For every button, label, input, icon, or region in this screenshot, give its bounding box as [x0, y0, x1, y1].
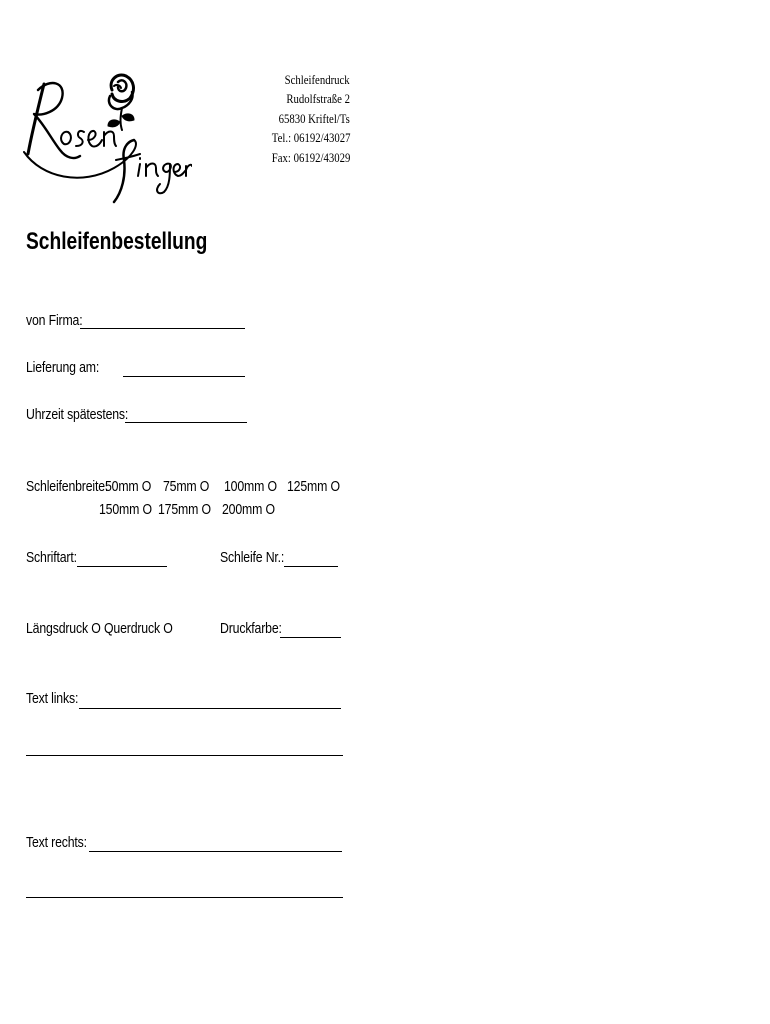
phone-line: Tel.: 06192/43027 — [271, 131, 350, 145]
text-rechts-label: Text rechts: — [26, 834, 87, 851]
schriftart-label: Schriftart: — [26, 549, 77, 566]
schriftart-field[interactable] — [77, 566, 167, 567]
rose-logo-icon — [22, 68, 192, 208]
querdruck-option[interactable]: Querdruck O — [104, 620, 173, 637]
breite-option-200[interactable]: 200mm O — [222, 501, 275, 518]
breite-option-100[interactable]: 100mm O — [224, 478, 277, 495]
logo — [22, 68, 192, 208]
text-links-field[interactable] — [79, 708, 341, 709]
laengsdruck-option[interactable]: Längsdruck O — [26, 620, 101, 637]
breite-option-75[interactable]: 75mm O — [163, 478, 210, 495]
firma-field[interactable] — [80, 328, 245, 329]
breite-option-125[interactable]: 125mm O — [287, 478, 340, 495]
lieferung-label: Lieferung am: — [26, 359, 100, 376]
druckfarbe-field[interactable] — [280, 637, 341, 638]
address-line-3: 65830 Kriftel/Ts — [278, 112, 350, 126]
druckfarbe-label: Druckfarbe: — [220, 620, 282, 637]
text-links-field-line-2[interactable] — [26, 755, 343, 756]
page-title: Schleifenbestellung — [26, 228, 208, 255]
schleife-nr-field[interactable] — [284, 566, 338, 567]
text-rechts-field[interactable] — [89, 851, 342, 852]
breite-option-50[interactable]: 50mm O — [105, 478, 152, 495]
firma-label: von Firma: — [26, 312, 83, 329]
text-links-label: Text links: — [26, 690, 79, 707]
breite-option-175[interactable]: 175mm O — [158, 501, 211, 518]
breite-label: Schleifenbreite: — [26, 478, 109, 495]
address-line-2: Rudolfstraße 2 — [286, 92, 350, 106]
lieferung-field[interactable] — [123, 376, 245, 377]
schleife-nr-label: Schleife Nr.: — [220, 549, 285, 566]
uhrzeit-label: Uhrzeit spätestens: — [26, 406, 129, 423]
text-rechts-field-line-2[interactable] — [26, 897, 343, 898]
fax-line: Fax: 06192/43029 — [271, 151, 350, 165]
address-line-1: Schleifendruck — [284, 73, 350, 87]
breite-option-150[interactable]: 150mm O — [99, 501, 152, 518]
uhrzeit-field[interactable] — [125, 422, 247, 423]
